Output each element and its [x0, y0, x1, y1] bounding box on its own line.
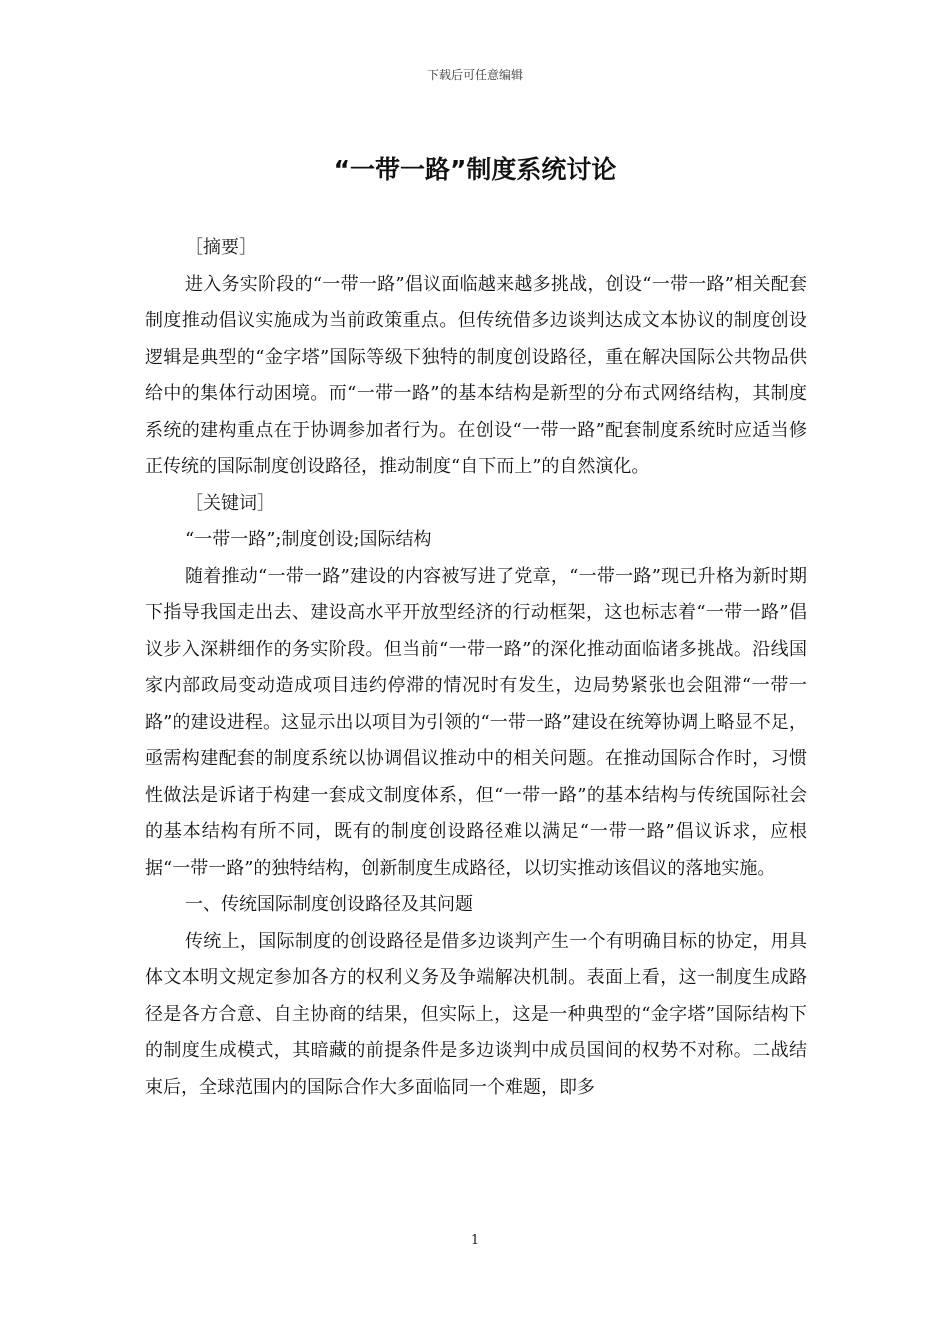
- keywords-list: “一带一路”;制度创设;国际结构: [185, 529, 432, 550]
- abstract-heading: ［摘要］: [185, 237, 257, 258]
- abstract-paragraph: 进入务实阶段的“一带一路”倡议面临越来越多挑战，创设“一带一路”相关配套制度推动倡议实施成为当前政策重点。但传统借多边谈判达成文本协议的制度创设逻辑是典型的“金字塔”国际等级下独特的制度创设路径，重在解决国际公共物品供给中的集体行动困境。而“一带一路”的基本结构是新型的分布式网络结构，其制度系统的建构重点在于协调参加者行为。在创设“一带一路”配套制度系统时应适当修正传统的国际制度创设路径，推动制度“自下而上”的自然演化。: [145, 273, 807, 477]
- section-paragraph: 传统上，国际制度的创设路径是借多边谈判产生一个有明确目标的协定，用具体文本明文规定参加各方的权利义务及争端解决机制。表面上看，这一制度生成路径是各方合意、自主协商的结果，但实际上，这是一种典型的“金字塔”国际结构下的制度生成模式，其暗藏的前提条件是多边谈判中成员国间的权势不对称。二战结束后，全球范围内的国际合作大多面临同一个难题，即多: [145, 930, 807, 1098]
- section-heading: 一、传统国际制度创设路径及其问题: [185, 894, 473, 915]
- intro-paragraph: 随着推动“一带一路”建设的内容被写进了党章，“一带一路”现已升格为新时期下指导我国走出去、建设高水平开放型经济的行动框架，这也标志着“一带一路”倡议步入深耕细作的务实阶段。但当前“一带一路”的深化推动面临诸多挑战。沿线国家内部政局变动造成项目违约停滞的情况时有发生，边局势紧张也会阻滞“一带一路”的建设进程。这显示出以项目为引领的“一带一路”建设在统筹协调上略显不足，亟需构建配套的制度系统以协调倡议推动中的相关问题。在推动国际合作时，习惯性做法是诉诸于构建一套成文制度体系，但“一带一路”的基本结构与传统国际社会的基本结构有所不同，既有的制度创设路径难以满足“一带一路”倡议诉求，应根据“一带一路”的独特结构，创新制度生成路径，以切实推动该倡议的落地实施。: [145, 565, 807, 879]
- keywords-heading: ［关键词］: [185, 492, 275, 514]
- document-title: “一带一路”制度系统讨论: [333, 155, 617, 184]
- document-body: [145, 230, 807, 1106]
- header-note: 下载后可任意编辑: [426, 68, 523, 82]
- page-number: 1: [470, 1233, 480, 1248]
